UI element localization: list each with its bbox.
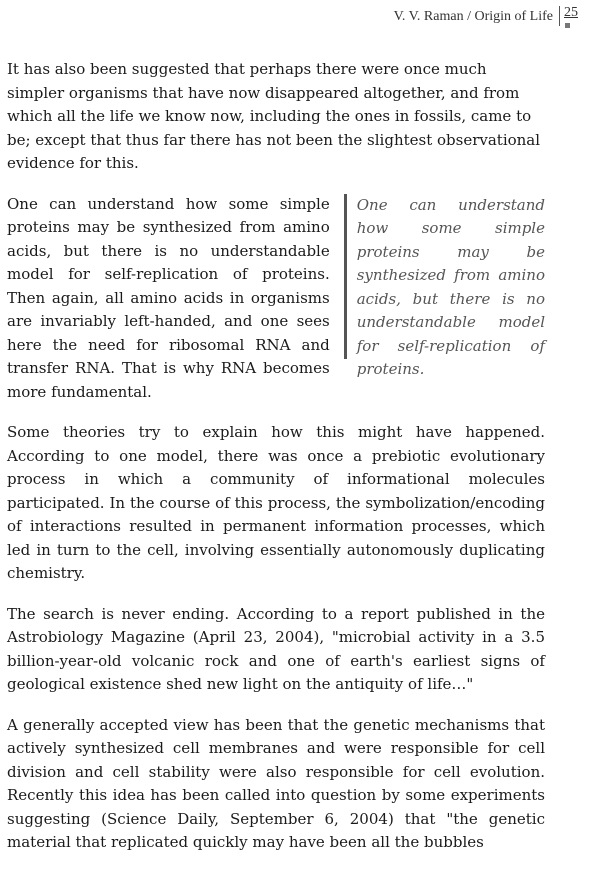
- page-number: 25: [564, 5, 578, 20]
- paragraph-5: A generally accepted view has been that the genetic mechanisms that actively synthesized cell membranes and were responsible for cell division and cell stability were also responsible for cell evolution. Recently this idea has been called into question by some experiments suggesting (Science Daily, September 6, 2004) that "the genetic material that replicated quickly may have been all the bubbles: [7, 715, 545, 851]
- pull-quote: One can understand how some simple proteins may be synthesized from amino acids, but there is no understandable model for self-replication of proteins.: [344, 194, 545, 359]
- paragraph-3: Some theories try to explain how this might have happened. According to one model, there was once a prebiotic evolutionary process in which a community of informational molecules participated. In the course of this process, the symbolization/encoding of interactions resulted in permanent information processes, which led in turn to the cell, involving essentially autonomously duplicating chemistry.: [7, 423, 545, 582]
- paragraph-with-pullquote: [7, 193, 545, 405]
- paragraph-2: One can understand how some simple proteins may be synthesized from amino acids, but there is no understandable model for self-replication of proteins. Then again, all amino acids in organisms are invariably left-handed, and one sees here the need for ribosomal RNA and transfer RNA. That is why RNA becomes more fundamental.: [7, 194, 330, 401]
- paragraph-1: It has also been suggested that perhaps there were once much simpler organisms that have now disappeared altogether, and from which all the life we know now, including the ones in fossils, came to be; except that thus far there has not been the slightest observational evidence for this.: [7, 60, 541, 172]
- running-head: V. V. Raman / Origin of Life: [393, 9, 553, 24]
- paragraph-4: The search is never ending. According to a report published in the Astrobiology Magazine (April 23, 2004), "microbial activity in a 3.5 billion-year-old volcanic rock and one of earth's earliest signs of geological existence shed new light on the antiquity of life…": [7, 604, 545, 693]
- page-number-box: [560, 6, 578, 28]
- page-body: [7, 58, 545, 872]
- page-header: [394, 6, 578, 28]
- page-marker-icon: [565, 23, 570, 28]
